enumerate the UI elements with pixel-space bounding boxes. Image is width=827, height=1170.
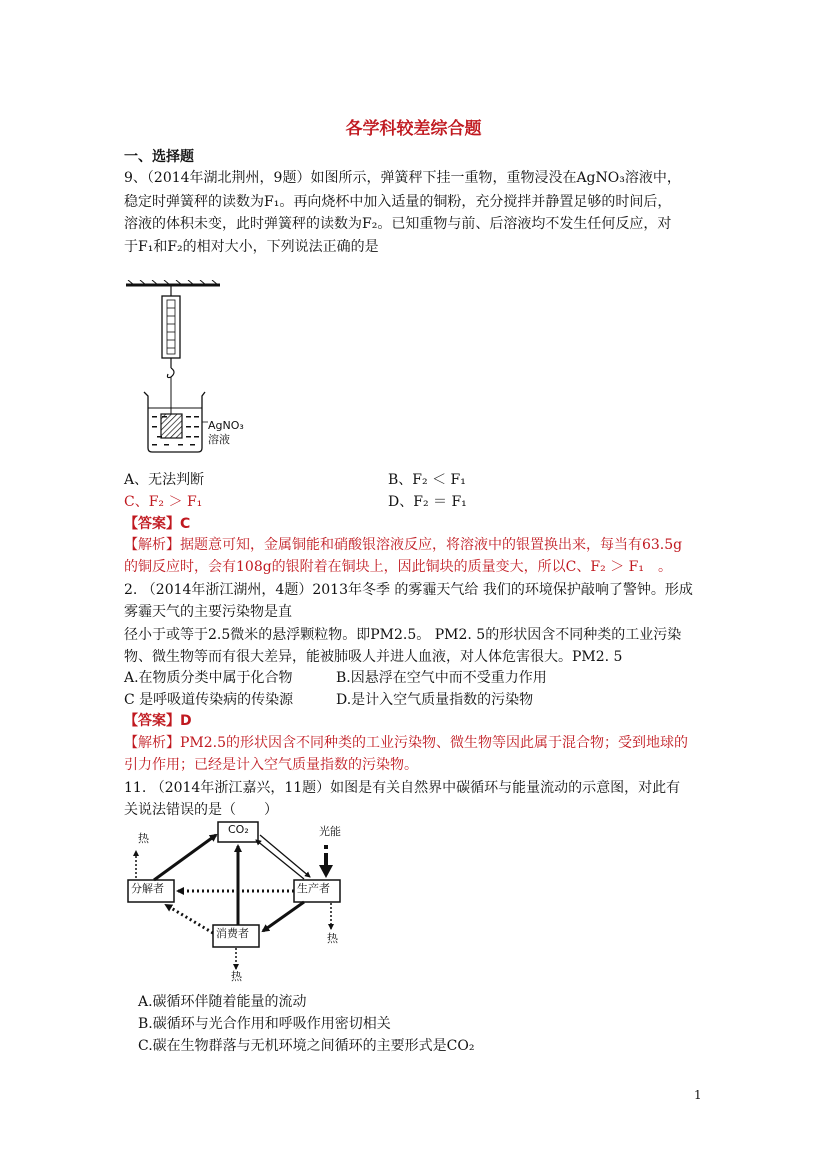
figure-label-agno3: AgNO₃: [208, 419, 244, 432]
figure-label-solution: 溶液: [208, 433, 230, 446]
q9-analysis-line-1: 【解析】据题意可知，金属铜能和硝酸银溶液反应，将溶液中的银置换出来，每当有63.5g: [124, 537, 683, 553]
page-title: 各学科较差综合题: [345, 119, 482, 139]
q2-line-1: 2. （2014年浙江湖州，4题）2013年冬季 的雾霾天气给 我们的环境保护敲响了警钟。形成: [124, 582, 693, 598]
producer-label: 生产者: [297, 882, 330, 895]
q9-line-1: 9、（2014年湖北荆州，9题）如图所示，弹簧秤下挂一重物，重物浸没在AgNO₃溶液中，: [124, 170, 681, 186]
heat-label-consumer: 热: [231, 970, 242, 983]
q9-option-b: B、F₂ ＜ F₁: [388, 472, 466, 488]
q2-option-d: D.是计入空气质量指数的污染物: [336, 692, 534, 708]
page-number: 1: [694, 1088, 702, 1102]
q9-answer: 【答案】C: [124, 516, 191, 532]
q9-line-4: 于F₁和F₂的相对大小，下列说法正确的是: [124, 239, 379, 255]
consumer-label: 消费者: [216, 927, 249, 940]
q2-analysis-line-2: 引力作用；已经是计入空气质量指数的污染物。: [124, 757, 418, 773]
q9-option-c: C、F₂ ＞ F₁: [124, 494, 203, 510]
q11-option-a: A.碳循环伴随着能量的流动: [138, 994, 307, 1010]
q11-option-c: C.碳在生物群落与无机环境之间循环的主要形式是CO₂: [138, 1038, 475, 1054]
q2-line-2: 雾霾天气的主要污染物是直: [124, 604, 292, 620]
co2-label: CO₂: [228, 823, 249, 836]
q2-option-a: A.在物质分类中属于化合物: [124, 670, 293, 686]
heat-label-decomposer: 热: [138, 832, 149, 845]
spring-scale-beaker-figure: [124, 280, 264, 460]
q2-option-c: C 是呼吸道传染病的传染源: [124, 692, 294, 708]
q11-option-b: B.碳循环与光合作用和呼吸作用密切相关: [138, 1016, 391, 1032]
q9-line-2: 稳定时弹簧秤的读数为F₁。再向烧杯中加入适量的铜粉，充分搅拌并静置足够的时间后，: [124, 194, 672, 210]
decomposer-label: 分解者: [131, 882, 164, 895]
q2-analysis-line-1: 【解析】PM2.5的形状因含不同种类的工业污染物、微生物等因此属于混合物；受到地球的: [124, 735, 689, 751]
q9-option-d: D、F₂ ＝ F₁: [388, 494, 467, 510]
q9-line-3: 溶液的体积未变，此时弹簧秤的读数为F₂。已知重物与前、后溶液均不发生任何反应，对: [124, 216, 672, 232]
q11-line-2: 关说法错误的是（ ）: [124, 802, 278, 818]
q11-line-1: 11. （2014年浙江嘉兴，11题）如图是有关自然界中碳循环与能量流动的示意图，对此有: [124, 780, 681, 796]
q9-option-a: A、无法判断: [124, 472, 205, 488]
light-energy-label: 光能: [319, 825, 341, 838]
q9-analysis-line-2: 的铜反应时，会有108g的银附着在铜块上，因此铜块的质量变大，所以C、F₂ ＞ F₁ 。: [124, 559, 672, 575]
q2-answer: 【答案】D: [124, 713, 192, 729]
q2-line-4: 物、微生物等而有很大差异，能被肺吸人并进人血液，对人体危害很大。PM2. 5: [124, 649, 623, 665]
q2-line-3: 径小于或等于2.5微米的悬浮颗粒物。即PM2.5。 PM2. 5的形状因含不同种类的工业污染: [124, 627, 682, 643]
heat-label-producer: 热: [327, 932, 338, 945]
carbon-cycle-diagram: [124, 815, 364, 985]
q2-option-b: B.因悬浮在空气中而不受重力作用: [336, 670, 547, 686]
section-heading: 一、选择题: [124, 149, 194, 165]
